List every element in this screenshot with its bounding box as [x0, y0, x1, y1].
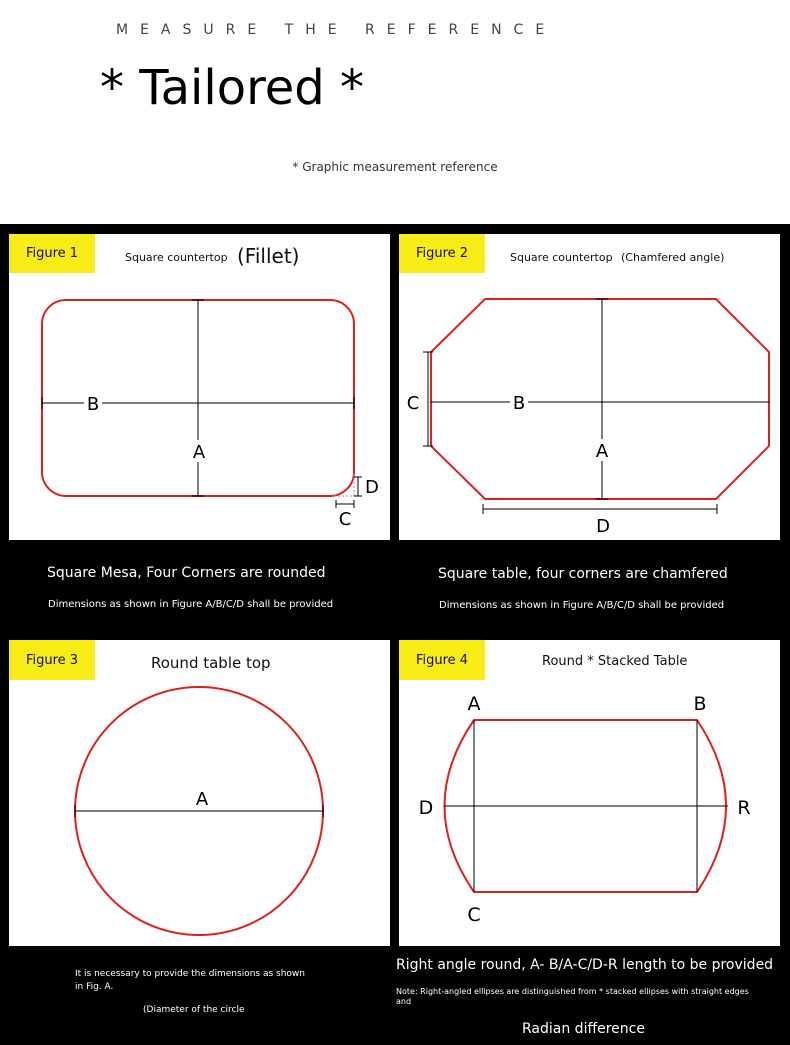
figure-4-title: Round * Stacked Table: [542, 654, 688, 669]
figure-2-caption-sub: Dimensions as shown in Figure A/B/C/D shall be provided: [439, 600, 725, 611]
figure-4-caption-main: Right angle round, A- B/A-C/D-R length to be provided: [396, 957, 774, 973]
label-a: A: [595, 441, 609, 462]
figure-2-caption-main: Square table, four corners are chamfered: [438, 566, 728, 582]
figure-3-caption-line1: It is necessary to provide the dimensions as shown: [75, 969, 305, 979]
label-d: D: [418, 797, 434, 819]
figure-2-title: Square countertop: [510, 251, 613, 264]
figure-1-diagram: [9, 234, 390, 540]
figure-4-badge: Figure 4: [399, 640, 485, 680]
label-d: D: [365, 477, 379, 498]
label-b: B: [512, 393, 526, 414]
label-d: D: [596, 516, 610, 537]
label-a: A: [467, 693, 481, 715]
header-eyebrow: MEASURE THE REFERENCE: [116, 22, 557, 38]
figure-4-caption-note1: Note: Right-angled ellipses are distinguished from * stacked ellipses with straight edges: [396, 987, 749, 996]
figure-1-caption-main: Square Mesa, Four Corners are rounded: [47, 565, 326, 581]
label-c: C: [338, 509, 352, 530]
figure-3-caption-line3: (Diameter of the circle: [143, 1005, 245, 1015]
figure-1-title-extra: (Fillet): [237, 244, 300, 268]
figure-3-diagram: [9, 640, 390, 946]
figure-2-title-extra: (Chamfered angle): [621, 251, 725, 264]
chamfered-octagon-outline: [431, 299, 769, 499]
figure-1-caption-sub: Dimensions as shown in Figure A/B/C/D shall be provided: [48, 599, 334, 610]
label-b: B: [86, 394, 100, 415]
figure-3-caption-line2: in Fig. A.: [75, 982, 114, 992]
figure-4-caption-bottom: Radian difference: [522, 1021, 645, 1037]
label-b: B: [693, 693, 707, 715]
figure-2-panel: [399, 234, 780, 540]
label-c: C: [467, 904, 481, 926]
header-subtitle: * Graphic measurement reference: [292, 160, 498, 174]
label-c: C: [406, 393, 420, 414]
figure-2-badge: Figure 2: [399, 234, 485, 273]
figure-3-panel: [9, 640, 390, 946]
figure-1-panel: [9, 234, 390, 540]
label-a: A: [195, 789, 209, 810]
figure-1-title: Square countertop: [125, 251, 228, 264]
figure-3-badge: Figure 3: [9, 640, 95, 680]
figure-4-caption-note2: and: [396, 997, 412, 1006]
label-r: R: [737, 797, 751, 819]
figure-4-panel: [399, 640, 780, 946]
figure-3-title: Round table top: [151, 654, 271, 672]
page-title: * Tailored *: [100, 60, 365, 116]
figure-2-diagram: [399, 234, 780, 540]
figure-4-diagram: [399, 640, 780, 946]
label-a: A: [192, 442, 206, 463]
figure-1-badge: Figure 1: [9, 234, 95, 273]
